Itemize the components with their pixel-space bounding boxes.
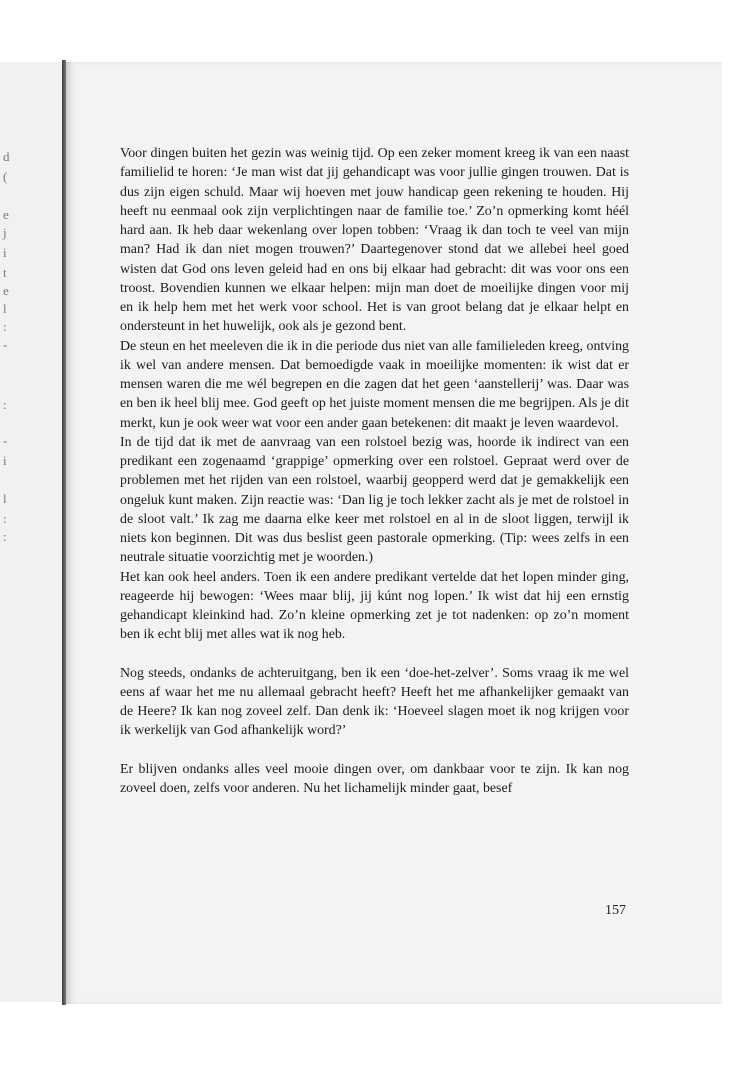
paragraph: In de tijd dat ik met de aanvraag van een rolstoel bezig was, hoorde ik indirect van een predikant een zogenaamd ‘grappige’ opmerking over een rolstoel. Gepraat werd over de problemen met het rijden van een rolstoel, waarbij geopperd werd dat je gemakkelijk een ongeluk kunt maken. Zijn reactie was: ‘Dan lig je toch lekker zacht als je met de rolstoel in de sloot valt.’ Ik zag me daarna elke keer met rolstoel en al in de sloot liggen, terwijl ik niets kon beginnen. Dit was dus beslist geen pastorale opmerking. (Tip: wees zelfs in een neutrale situatie voorzichtig met je woorden.)	[120, 434, 629, 566]
margin-fragment: d	[3, 149, 10, 164]
margin-fragment: e	[3, 207, 9, 222]
margin-fragment: (	[3, 169, 8, 184]
previous-page-edge	[0, 62, 64, 1002]
paragraph: De steun en het meeleven die ik in die periode dus niet van alle familieleden kreeg, ontving ik wel van andere mensen. Dat bemoedigde vaak in moeilijke momenten: ik wist dat er mensen waren die me wél begrepen en die zagen dat het geen ‘aanstellerij’ was. Daar was en ben ik heel blij mee. God geeft op het juiste moment mensen die me begrijpen. Als je dit merkt, kun je ook weer wat voor een ander gaan betekenen: dit maakt je leven waardevol.	[120, 338, 629, 431]
paragraph: Er blijven ondanks alles veel mooie dingen over, om dankbaar voor te zijn. Ik kan nog zoveel doen, zelfs voor anderen. Nu het lichamelijk minder gaat, besef	[120, 761, 629, 796]
paragraph: Het kan ook heel anders. Toen ik een andere predikant vertelde dat het lopen minder ging, reageerde hij bewogen: ‘Wees maar blij, jij kúnt nog lopen.’ Ik wist dat hij een ernstig gehandicapt kleinkind had. Zo’n kleine opmerking zet je tot nadenken: op zo’n moment ben ik echt blij met alles wat ik nog heb.	[120, 569, 629, 643]
margin-fragment: :	[3, 511, 7, 526]
margin-fragment: l	[3, 301, 7, 316]
margin-fragment: i	[3, 245, 7, 260]
body-text	[120, 144, 629, 798]
margin-fragment: t	[3, 265, 7, 280]
margin-fragment: :	[3, 397, 7, 412]
margin-fragment: j	[3, 225, 7, 240]
margin-fragment: :	[3, 319, 7, 334]
margin-fragment: l	[3, 491, 7, 506]
margin-fragment: -	[3, 337, 8, 352]
margin-fragment: -	[3, 433, 8, 448]
margin-fragment: :	[3, 529, 7, 544]
page-number: 157	[605, 903, 626, 918]
book-page	[66, 62, 722, 1004]
paragraph: Voor dingen buiten het gezin was weinig tijd. Op een zeker moment kreeg ik van een naast familielid te horen: ‘Je man wist dat jij gehandicapt was voor jullie gingen trouwen. Dat is dus zijn eigen schuld. Maar wij hoeven met jouw handicap geen rekening te houden. Hij heeft nu eenmaal ook zijn verplichtingen naar de familie toe.’ Zo’n opmerking komt héél hard aan. Ik heb daar wekenlang over lopen tobben: ‘Vraag ik dan toch te veel van mijn man? Had ik dan niet mogen trouwen?’ Daartegenover stond dat we allebei heel goed wisten dat God ons leven geleid had en ons bij elkaar had gebracht: dit was voor ons een troost. Bovendien kunnen we elkaar helpen: mijn man doet de moeilijke dingen voor mij en ik help hem met het werk voor school. Het is van groot belang dat je elkaar helpt en ondersteunt in het huwelijk, ook als je gezond bent.	[120, 146, 629, 335]
margin-fragment: i	[3, 453, 7, 468]
margin-fragment: e	[3, 283, 9, 298]
paragraph: Nog steeds, ondanks de achteruitgang, ben ik een ‘doe-het-zelver’. Soms vraag ik me wel eens af waar het me nu allemaal gebracht heeft? Heeft het me afhankelijker gemaakt van de Heere? Ik kan nog zoveel zelf. Dan denk ik: ‘Hoeveel slagen moet ik nog krijgen voor ik werkelijk van God afhankelijk word?’	[120, 665, 629, 739]
